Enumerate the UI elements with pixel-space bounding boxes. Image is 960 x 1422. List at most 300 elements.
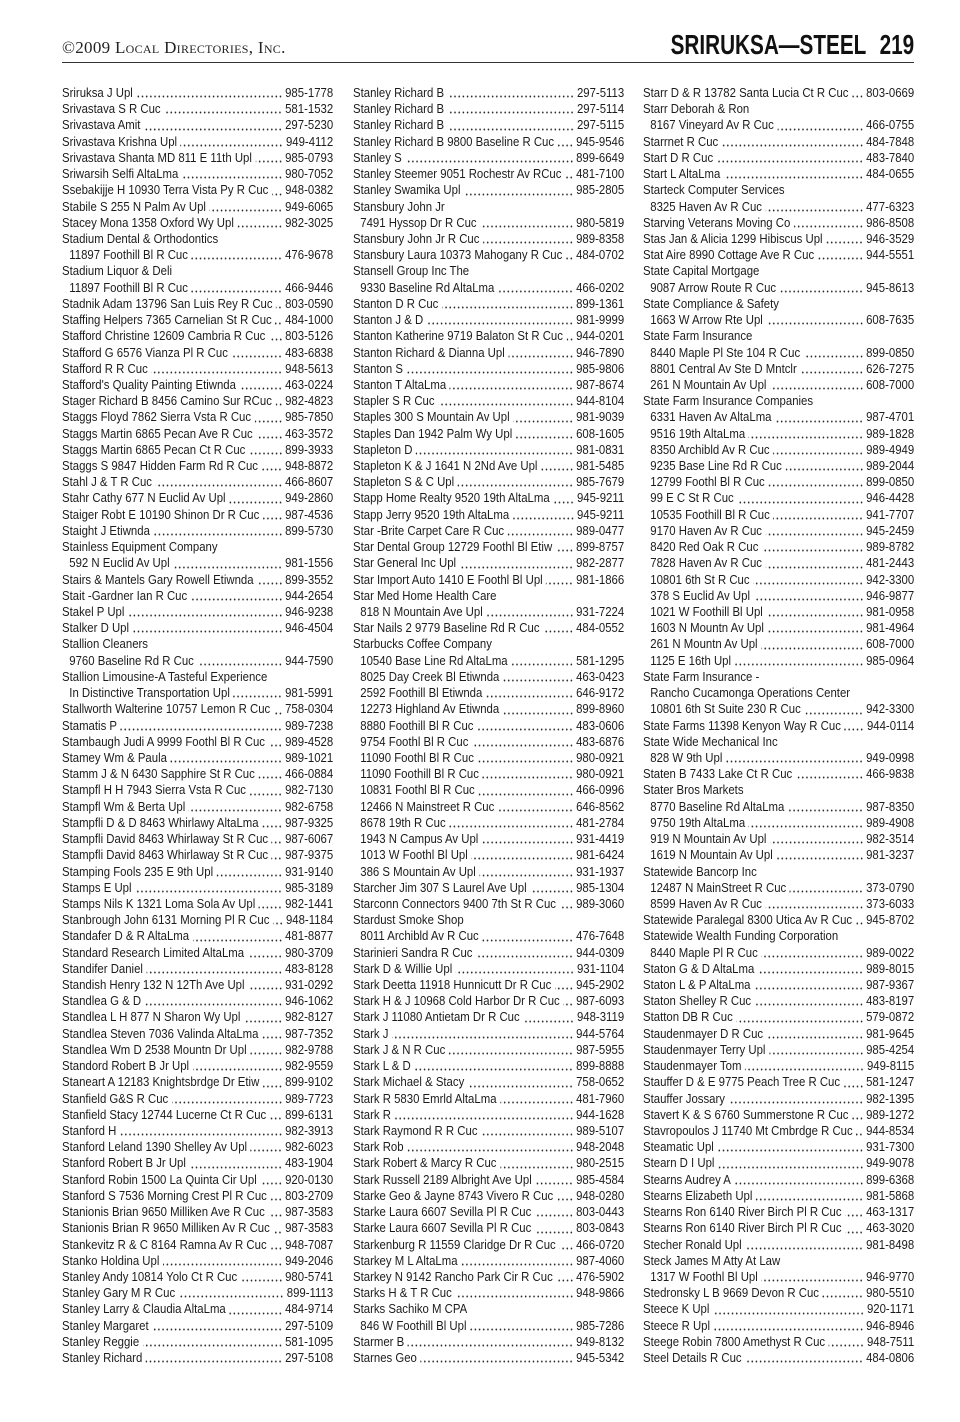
dot-leader [481, 1123, 573, 1139]
listing-name: 261 N Mountn Av Upl [650, 637, 758, 652]
listing-heading [353, 199, 624, 215]
listing-name: Stavropoulos J 11740 Mt Cmbrdge R Cuc [643, 1124, 853, 1138]
listing-name: Stafford's Quality Painting Etiwnda [62, 377, 236, 392]
dot-leader [272, 847, 283, 863]
listing-phone: 989-7238 [285, 718, 334, 733]
dot-leader [500, 1155, 573, 1171]
listing-line [62, 361, 333, 377]
listing-line [353, 977, 624, 993]
listing-line [62, 166, 333, 182]
listing-phone: 803-5126 [285, 329, 334, 344]
dot-leader [448, 117, 575, 133]
dot-leader [270, 1237, 282, 1253]
listing-name: Staiger Robt E 10190 Shinon Dr R Cuc [62, 507, 260, 522]
dot-leader [456, 961, 574, 977]
dot-leader [449, 815, 573, 831]
dot-leader [508, 523, 574, 539]
listing-phone: 987-9375 [285, 848, 334, 863]
listing-phone: 946-9238 [285, 605, 334, 619]
listing-name: Stark Raymond R R Cuc [353, 1124, 478, 1138]
listing-name: 8167 Vineyard Av R Cuc [650, 118, 774, 133]
listing-line [353, 409, 624, 425]
listing-name: 8440 Maple Pl Ste 104 R Cuc [650, 345, 801, 360]
listing-name: Stark J & N R Cuc [353, 1042, 446, 1057]
dot-leader [766, 896, 864, 912]
listing-name: 9750 19th AltaLma [650, 815, 746, 830]
listing-line [643, 604, 914, 620]
listing-phone: 981-9039 [576, 410, 625, 425]
listing-line [62, 685, 333, 701]
listing-phone: 949-2860 [285, 491, 334, 506]
listing-phone: 985-4254 [866, 1042, 915, 1057]
dot-leader [845, 1220, 863, 1236]
dot-leader [546, 572, 573, 588]
listing-name: 11897 Foothill Bl R Cuc [69, 280, 188, 295]
listing-phone: 982-3514 [866, 832, 915, 847]
listing-phone: 483-1904 [285, 1156, 334, 1171]
listing-column-2 [353, 85, 624, 1366]
listing-phone: 899-8960 [576, 702, 625, 717]
listing-phone: 899-0850 [866, 475, 915, 490]
listing-phone: 981-5485 [576, 459, 625, 474]
listing-line [353, 701, 624, 717]
listing-name: 818 N Mountain Ave Upl [360, 605, 483, 619]
listing-name: Stamps E Upl [62, 880, 132, 895]
listing-line [643, 458, 914, 474]
dot-leader [729, 1091, 864, 1107]
listing-name: Stanley Richard B [353, 118, 445, 133]
listing-name: Ssebakijje H 10930 Terra Vista Py R Cuc [62, 183, 269, 198]
listing-name: Stampfli David 8463 Whirlaway St R Cuc [62, 832, 269, 847]
listing-phone: 944-0201 [576, 329, 625, 344]
dot-leader [717, 150, 864, 166]
listing-phone: 758-0652 [576, 1075, 625, 1090]
listing-line [62, 912, 333, 928]
dot-leader [272, 182, 282, 198]
listing-phone: 981-3237 [866, 848, 915, 863]
dot-leader [144, 117, 282, 133]
dot-leader [773, 507, 863, 523]
listing-name: Stas Jan & Alicia 1299 Hibiscus Upl [643, 231, 823, 246]
listing-name: Stark J 11080 Antietam Dr R Cuc [353, 1010, 520, 1025]
listing-name: 8440 Maple Pl R Cuc [650, 945, 758, 960]
listing-name: Stapp Jerry 9520 19th AltaLma [353, 507, 510, 522]
dot-leader [248, 977, 282, 993]
listing-name: Staffing Helpers 7365 Carnelian St R Cuc [62, 313, 272, 328]
listing-line [353, 296, 624, 312]
listing-name: Stanford Leland 1390 Shelley Av Upl [62, 1140, 248, 1155]
listing-line [353, 85, 624, 101]
listing-phone: 899-3933 [285, 442, 334, 457]
listing-name: Staton G & D AltaLma [643, 961, 755, 976]
dot-leader [240, 377, 283, 393]
listing-line [353, 1237, 624, 1253]
dot-leader [856, 912, 864, 928]
listing-line [643, 1155, 914, 1171]
listing-name: 12273 Highland Av Etiwnda [360, 702, 500, 717]
listing-line [62, 1026, 333, 1042]
dot-leader [241, 1269, 283, 1285]
listing-name: Stamping Fools 235 E 9th Upl [62, 864, 214, 879]
listing-heading [643, 864, 914, 880]
listing-name: Stakel P Upl [62, 605, 125, 619]
dot-leader [749, 426, 864, 442]
listing-phone: 980-2515 [576, 1156, 625, 1171]
listing-heading [643, 669, 914, 685]
listing-line [643, 1269, 914, 1285]
listing-phone: 484-1000 [285, 313, 334, 328]
listing-line [353, 831, 624, 847]
listing-phone: 989-4908 [866, 815, 915, 830]
dot-leader [154, 523, 283, 539]
listing-line [353, 182, 624, 198]
dot-leader [458, 474, 574, 490]
listing-line [643, 1139, 914, 1155]
dot-leader [238, 215, 283, 231]
listing-line [62, 880, 333, 896]
dot-leader [555, 977, 573, 993]
listing-name: 7491 Hyssop Dr R Cuc [360, 215, 477, 230]
listing-name: Starrnet R Cuc [643, 134, 719, 149]
listing-phone: 899-1361 [576, 296, 625, 311]
dot-leader [269, 328, 282, 344]
listing-phone: 373-6033 [866, 896, 915, 911]
listing-line [62, 442, 333, 458]
listing-line [62, 734, 333, 750]
listing-line [353, 442, 624, 458]
dot-leader [800, 361, 863, 377]
listing-name: 99 E C St R Cuc [650, 491, 734, 506]
listing-phone: 297-5109 [285, 1318, 334, 1333]
listing-name: Srivastava Shanta MD 811 E 11th Upl [62, 150, 252, 165]
listing-name: 1663 W Arrow Rte Upl [650, 313, 763, 328]
dot-leader [845, 1204, 863, 1220]
listing-name: Stansbury Laura 10373 Mahogany R Cuc [353, 248, 563, 263]
listing-name: Stedronsky L B 9669 Devon R Cuc [643, 1286, 819, 1301]
listing-line [62, 426, 333, 442]
header-rule [62, 62, 914, 63]
listing-name: Stark Robert & Marcy R Cuc [353, 1156, 497, 1171]
listing-line [353, 1172, 624, 1188]
listing-phone: 987-4701 [866, 410, 915, 425]
dot-leader [753, 572, 863, 588]
dot-leader [263, 507, 282, 523]
dot-leader [565, 166, 573, 182]
listing-phone: 948-3119 [576, 1010, 625, 1025]
listing-line [353, 750, 624, 766]
listing-phone: 946-8946 [866, 1318, 915, 1333]
listing-phone: 987-6067 [285, 832, 334, 847]
listing-name: Stark D & Willie Upl [353, 961, 453, 976]
listing-line [62, 1204, 333, 1220]
listing-name: Stadnik Adam 13796 San Luis Rey R Cuc [62, 296, 273, 311]
listing-name: 8350 Archibld Av R Cuc [650, 442, 770, 457]
listing-line [643, 1042, 914, 1058]
dot-leader [268, 1204, 282, 1220]
listing-phone: 989-4528 [285, 734, 334, 749]
listing-heading [353, 912, 624, 928]
listing-name: Rancho Cucamonga Operations Center [650, 686, 851, 701]
listing-phone: 987-7352 [285, 1026, 334, 1041]
listing-line [353, 458, 624, 474]
listing-name: Sriruksa J Upl [62, 86, 133, 100]
listing-heading [643, 685, 914, 701]
listing-name: Staudenmayer D R Cuc [643, 1026, 764, 1041]
listing-name: 828 W 9th Upl [650, 750, 723, 765]
listing-phone: 608-7000 [866, 377, 915, 392]
dot-leader [192, 247, 283, 263]
listing-name: 1013 W Foothl Bl Upl [360, 848, 468, 863]
listing-phone: 980-5510 [866, 1286, 915, 1301]
listing-line [643, 1204, 914, 1220]
listing-phone: 981-5991 [285, 686, 334, 701]
listing-phone: 931-1104 [576, 961, 625, 976]
listing-name: Steck James M Atty At Law [643, 1253, 781, 1268]
listing-name: Stanley Reggie [62, 1334, 140, 1349]
dot-leader [804, 701, 863, 717]
listing-phone: 481-2784 [576, 815, 625, 830]
listing-heading [643, 182, 914, 198]
listing-phone: 948-2048 [576, 1140, 625, 1155]
listing-name: Stat Aire 8990 Cottage Ave R Cuc [643, 248, 815, 263]
listing-phone: 946-3529 [866, 231, 915, 246]
dot-leader [450, 377, 574, 393]
listing-phone: 899-6649 [576, 150, 625, 165]
listing-name: Stamm J & N 6430 Sapphire St R Cuc [62, 767, 255, 782]
listing-phone: 466-0996 [576, 783, 625, 798]
listing-name: Stark L & D [353, 1059, 411, 1074]
listing-line [62, 847, 333, 863]
dot-leader [193, 1058, 283, 1074]
listing-phone: 981-0958 [866, 605, 915, 619]
listing-phone: 981-8498 [866, 1237, 915, 1252]
listing-phone: 942-3300 [866, 572, 915, 587]
listing-line [353, 799, 624, 815]
listing-name: Staggs Martin 6865 Pecan Ave R Cuc [62, 426, 253, 441]
listing-phone: 483-6876 [576, 734, 625, 749]
listing-phone: 758-0304 [285, 702, 334, 717]
listing-name: 9516 19th AltaLma [650, 426, 746, 441]
listing-name: Stearns Audrey A [643, 1172, 731, 1187]
listing-name: Starks Sachiko M CPA [353, 1302, 468, 1317]
listing-name: Stecher Ronald Upl [643, 1237, 742, 1252]
dot-leader [478, 750, 574, 766]
listing-name: Stauffer D & E 9775 Peach Tree R Cuc [643, 1075, 841, 1090]
listing-name: Start D R Cuc [643, 150, 714, 165]
listing-name: Star Nails 2 9779 Baseline Rd R Cuc [353, 621, 540, 636]
listing-phone: 989-0022 [866, 945, 915, 960]
listing-name: Staton L & P AltaLma [643, 978, 751, 993]
listing-line [62, 750, 333, 766]
listing-phone: 941-7707 [866, 507, 915, 522]
listing-line [353, 345, 624, 361]
listing-name: Stafford R R Cuc [62, 361, 148, 376]
listing-name: Stark R [353, 1107, 391, 1122]
listing-line [643, 507, 914, 523]
listing-name: Stansell Group Inc The [353, 264, 470, 279]
listing-phone: 945-9211 [576, 491, 625, 506]
listing-name: Starr Deborah & Ron [643, 102, 750, 117]
listing-phone: 483-7840 [866, 150, 915, 165]
listing-phone: 981-9645 [866, 1026, 915, 1041]
listing-line [643, 117, 914, 133]
dot-leader [852, 85, 863, 101]
dot-leader [756, 1188, 863, 1204]
listing-name: Stanford H [62, 1124, 117, 1138]
listing-phone: 899-9102 [285, 1075, 334, 1090]
dot-leader [128, 604, 282, 620]
dot-leader [823, 1285, 864, 1301]
listing-name: Stampfli David 8463 Whirlaway St R Cuc [62, 848, 269, 863]
dot-leader [470, 1318, 573, 1334]
listing-line [353, 928, 624, 944]
listing-phone: 466-0720 [576, 1237, 625, 1252]
dot-leader [460, 555, 574, 571]
listing-line [353, 1026, 624, 1042]
listing-name: Stairs & Mantels Gary Rowell Etiwnda [62, 572, 254, 587]
listing-line [643, 555, 914, 571]
listing-line [62, 1237, 333, 1253]
listing-line [643, 523, 914, 539]
listing-phone: 980-7052 [285, 167, 334, 182]
listing-phone: 985-0793 [285, 150, 334, 165]
listing-name: Stallion Limousine-A Tasteful Experience [62, 669, 268, 684]
dot-leader [483, 766, 574, 782]
listing-name: Starbucks Coffee Company [353, 637, 492, 652]
dot-leader [392, 1026, 573, 1042]
listing-name: Stafford G 6576 Vianza Pl R Cuc [62, 345, 228, 360]
listing-name: Stark J [353, 1026, 389, 1041]
listing-phone: 948-1184 [285, 913, 334, 928]
listing-line [62, 1269, 333, 1285]
dot-leader [407, 361, 574, 377]
listing-line [62, 474, 333, 490]
listing-line [353, 280, 624, 296]
dot-leader [713, 1301, 864, 1317]
listing-name: Stanley Steemer 9051 Rochestr Av RCuc [353, 167, 562, 182]
listing-name: Stanley Gary M R Cuc [62, 1286, 176, 1301]
dot-leader [395, 1107, 574, 1123]
listing-line [643, 150, 914, 166]
listing-name: Star General Inc Upl [353, 556, 457, 571]
dot-leader [535, 1172, 573, 1188]
dot-leader [146, 1350, 282, 1366]
listing-phone: 948-5613 [285, 361, 334, 376]
listing-heading [643, 928, 914, 944]
listing-line [353, 166, 624, 182]
listing-name: Standlea G & D [62, 994, 142, 1009]
dot-leader [133, 620, 283, 636]
listing-line [643, 361, 914, 377]
dot-leader [796, 766, 864, 782]
dot-leader [736, 1009, 863, 1025]
listing-line [643, 1123, 914, 1139]
listing-line [62, 134, 333, 150]
listing-line [643, 572, 914, 588]
listing-line [62, 247, 333, 263]
listing-phone: 987-9367 [866, 978, 915, 993]
listing-line [353, 1350, 624, 1366]
listing-phone: 986-8508 [866, 215, 915, 230]
listing-phone: 949-2046 [285, 1253, 334, 1268]
listing-phone: 944-7590 [285, 653, 334, 668]
listing-name: 9760 Baseline Rd R Cuc [69, 653, 194, 668]
dot-leader [560, 896, 574, 912]
listing-name: 11090 Foothl Bl R Cuc [360, 750, 474, 765]
listing-line [643, 280, 914, 296]
listing-phone: 989-4949 [866, 442, 915, 457]
listing-line [62, 117, 333, 133]
listing-name: 8880 Foothill Bl R Cuc [360, 718, 474, 733]
dot-leader [767, 1026, 864, 1042]
dot-leader [503, 669, 573, 685]
dot-leader [500, 1091, 573, 1107]
listing-line [643, 701, 914, 717]
dot-leader [248, 945, 283, 961]
dot-leader [761, 636, 863, 652]
listing-line [643, 377, 914, 393]
dot-leader [788, 799, 863, 815]
listing-line [353, 993, 624, 1009]
listing-name: Sriwarsih Selfi AltaLma [62, 167, 179, 182]
dot-leader [777, 117, 863, 133]
dot-leader [421, 1350, 574, 1366]
listing-name: Staggs S 9847 Hidden Farm Rd R Cuc [62, 459, 259, 474]
listing-name: Stallion Cleaners [62, 637, 148, 652]
listing-line [62, 328, 333, 344]
dot-leader [754, 588, 864, 604]
dot-leader [567, 328, 574, 344]
listing-line [353, 864, 624, 880]
listing-phone: 948-7087 [285, 1237, 334, 1252]
dot-leader [724, 166, 863, 182]
listing-phone: 985-1778 [285, 86, 334, 100]
dot-leader [189, 799, 282, 815]
dot-leader [472, 734, 573, 750]
listing-line [643, 1237, 914, 1253]
dot-leader [120, 1123, 282, 1139]
listing-name: 1125 E 16th Upl [650, 653, 732, 668]
listing-phone: 297-5115 [576, 118, 625, 133]
listing-line [353, 847, 624, 863]
listing-phone: 989-1272 [866, 1107, 915, 1122]
dot-leader [257, 572, 282, 588]
dot-leader [503, 701, 574, 717]
listing-name: Standlea L H 877 N Sharon Wy Upl [62, 1010, 241, 1025]
listing-name: Stampfl H H 7943 Sierra Vsta R Cuc [62, 783, 246, 798]
listing-phone: 989-8358 [576, 231, 625, 246]
listing-name: Starconn Connectors 9400 7th St R Cuc [353, 896, 556, 911]
listing-line [353, 1188, 624, 1204]
listing-name: Starkenburg R 11559 Claridge Dr R Cuc [353, 1237, 556, 1252]
listing-line [62, 101, 333, 117]
listing-phone: 987-8350 [866, 799, 915, 814]
listing-line [62, 1139, 333, 1155]
listing-line [643, 831, 914, 847]
listing-name: 10535 Foothill Bl R Cuc [650, 507, 770, 522]
listing-name: Stanley Andy 10814 Yolo Ct R Cuc [62, 1269, 238, 1284]
listing-line [643, 247, 914, 263]
listing-name: Stanley Larry & Claudia AltaLma [62, 1302, 226, 1317]
listing-name: Stalker D Upl [62, 621, 130, 636]
listing-name: Staggs Floyd 7862 Sierra Vsta R Cuc [62, 410, 252, 425]
listing-line [353, 507, 624, 523]
listing-name: Star Med Home Health Care [353, 588, 497, 603]
dot-leader [766, 523, 864, 539]
listing-phone: 581-1295 [576, 653, 625, 668]
listing-phone: 980-0921 [576, 767, 625, 782]
dot-leader [523, 1009, 574, 1025]
